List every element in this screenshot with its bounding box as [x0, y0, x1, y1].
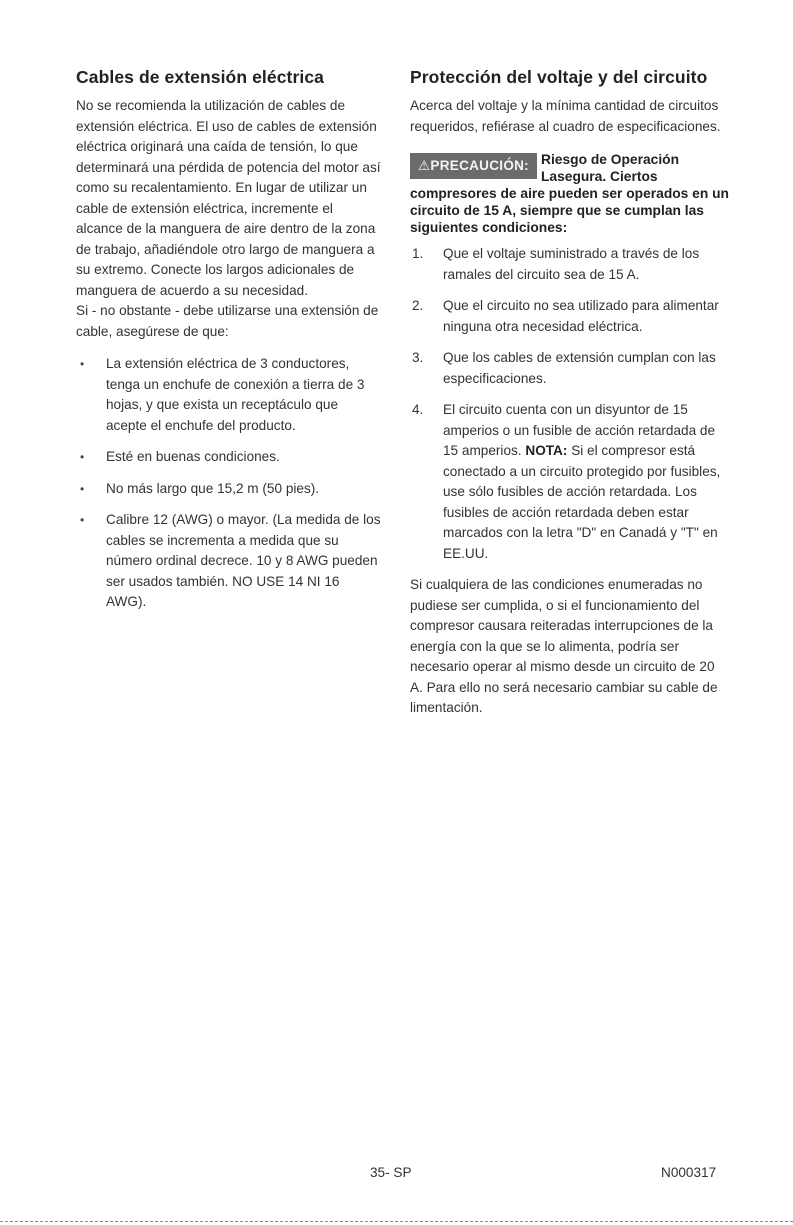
caution-text: compresores de aire pueden ser operados en un circuito de 15 A, siempre que se cumplan las siguientes condiciones:: [410, 186, 729, 235]
voltage-protection-heading: Protección del voltaje y del circuito: [410, 67, 708, 87]
page-number: 35- SP: [370, 1165, 412, 1180]
list-item: 1. Que el voltaje suministrado a través de los ramales del circuito sea de 15 A.: [412, 246, 700, 282]
list-item: • No más largo que 15,2 m (50 pies).: [76, 479, 382, 500]
list-item: 2. Que el circuito no sea utilizado para alimentar ninguna otra necesidad eléctrica.: [412, 298, 719, 334]
list-item: • La extensión eléctrica de 3 conductores, tenga un enchufe de conexión a tierra de 3 hojas, y que exista un receptáculo que acepte el enchufe del producto.: [80, 356, 365, 433]
bullet-icon: •: [80, 357, 85, 371]
list-item: • Esté en buenas condiciones.: [76, 447, 382, 468]
right-column: [410, 66, 730, 719]
extension-cords-heading: Cables de extensión eléctrica: [76, 67, 325, 87]
caution-heading: Riesgo de Operación Lasegura. Ciertos: [541, 152, 680, 184]
note-label: NOTA:: [525, 443, 568, 458]
circuit-conditions-list: [410, 244, 730, 564]
bullet-icon: •: [80, 481, 85, 496]
bottom-divider: [0, 1221, 793, 1222]
extension-cords-paragraph: No se recomienda la utilización de cables de extensión eléctrica. El uso de cables de extensión eléctrica originará una caída de tensión, lo que determinará una pérdida de potencia del motor así como su recalentamiento. En lugar de utilizar un cable de extensión eléctrica, incremente el alcance de la manguera de aire dentro de la zona de trabajo, añadiéndole otro largo de manguera a su extremo. Conecte los largos adicionales de manguera de acuerdo a su necesidad.: [76, 98, 381, 298]
extension-cord-requirements-list: [76, 354, 382, 613]
caution-block: [410, 151, 730, 236]
extension-cords-condition-intro: Si - no obstante - debe utilizarse una extensión de cable, asegúrese de que:: [76, 303, 379, 339]
list-item: • Calibre 12 (AWG) o mayor. (La medida de los cables se incrementa a medida que su número ordinal decrece. 10 y 8 AWG pueden ser usados también. NO USE 14 NI 16 AWG).: [80, 512, 381, 609]
document-code: N000317: [661, 1165, 717, 1180]
left-column: [76, 66, 382, 624]
voltage-protection-paragraph: Acerca del voltaje y la mínima cantidad de circuitos requeridos, refiérase al cuadro de especificaciones.: [410, 98, 721, 134]
circuit-fallback-paragraph: Si cualquiera de las condiciones enumeradas no pudiese ser cumplida, o si el funcionamiento del compresor causara reiteradas interrupciones de la energía con la que se lo alimenta, podría ser necesario operar al mismo desde un circuito de 20 A. Para ello no será necesario cambiar su cable de limentación.: [410, 577, 718, 715]
list-item: 3. Que los cables de extensión cumplan con las especificaciones.: [412, 350, 716, 386]
bullet-icon: •: [80, 513, 85, 527]
list-item: 4. El circuito cuenta con un disyuntor de 15 amperios o un fusible de acción retardada de 15 amperios. NOTA: Si el compresor está conectado a un circuito protegido por fusibles, use sólo fusibles de acción retardada. Los fusibles de acción retardada deben estar marcados con la letra "D" en Canadá y "T" en EE.UU.: [412, 402, 721, 561]
note-text: Si el compresor está conectado a un circuito protegido por fusibles, use sólo fusibles de acción retardada. Los fusibles de acción retardada deben estar marcados con la letra "D" en Canadá y "T" en EE.UU.: [443, 443, 721, 561]
caution-badge: ⚠PRECAUCIÓN:: [410, 153, 537, 179]
bullet-icon: •: [80, 450, 85, 464]
